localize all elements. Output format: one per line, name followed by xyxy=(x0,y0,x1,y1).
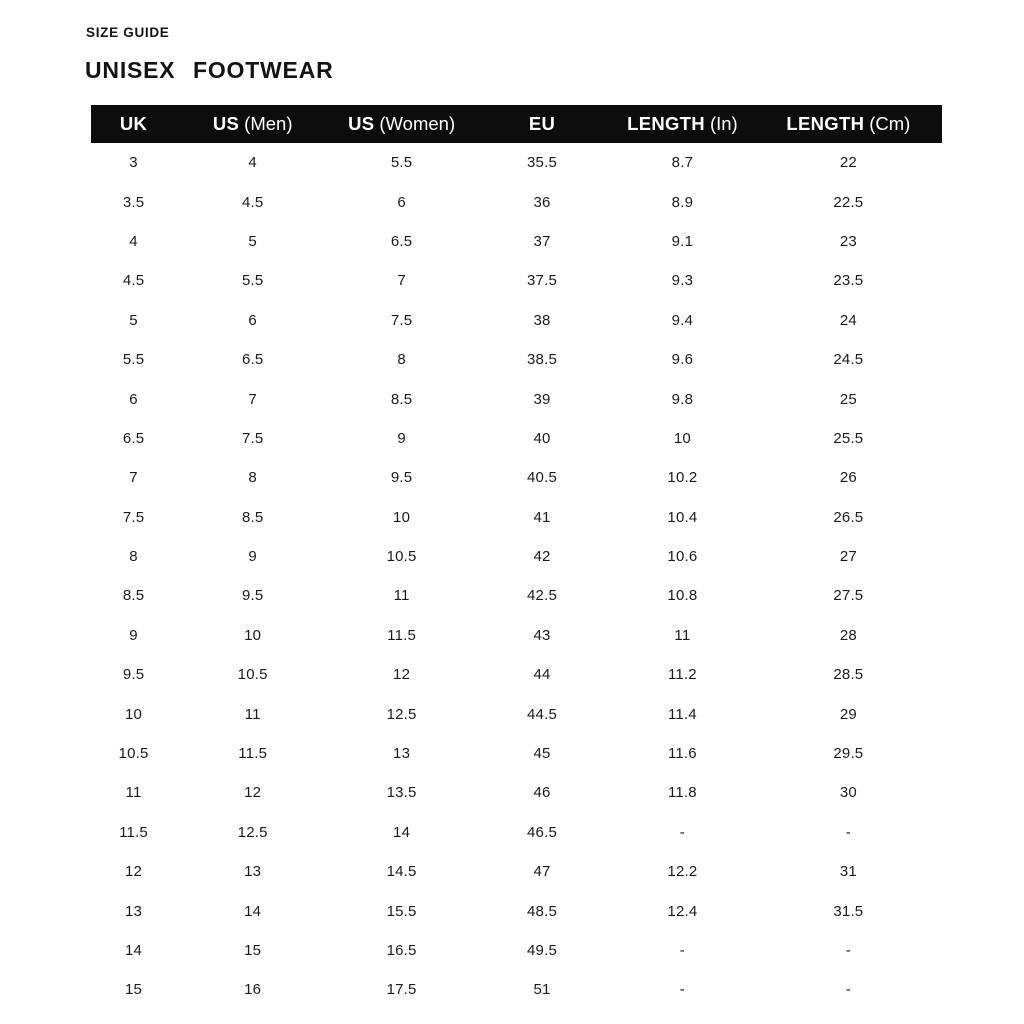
table-cell: 37.5 xyxy=(527,272,557,290)
table-cell: 11 xyxy=(244,705,261,723)
table-cell: 44.5 xyxy=(527,705,557,723)
table-cell: 11.5 xyxy=(119,823,148,841)
table-cell: 10 xyxy=(125,705,143,723)
table-cell: 37 xyxy=(533,232,551,250)
table-row xyxy=(91,773,942,812)
table-row xyxy=(91,498,942,537)
table-cell: 10.8 xyxy=(667,587,698,605)
table-cell: 25 xyxy=(839,390,857,408)
table-cell: 6.5 xyxy=(241,351,264,369)
column-header-label: US xyxy=(212,113,240,134)
table-cell: 40 xyxy=(533,429,551,447)
table-cell: 7 xyxy=(129,469,138,487)
table-cell: 31.5 xyxy=(833,902,864,920)
column-header-eu xyxy=(474,105,610,143)
table-cell: - xyxy=(679,981,685,999)
table-cell: 29.5 xyxy=(833,745,864,763)
table-cell: 5.5 xyxy=(390,154,413,172)
table-cell: 3.5 xyxy=(122,193,145,211)
column-header-label: UK xyxy=(119,113,148,134)
table-cell: 27 xyxy=(839,548,857,566)
table-cell: 11 xyxy=(393,587,410,605)
table-cell: 11 xyxy=(125,784,142,802)
table-cell: 9 xyxy=(129,626,138,644)
table-cell: 12.5 xyxy=(237,823,268,841)
table-cell: 10.4 xyxy=(667,508,698,526)
table-cell: 7.5 xyxy=(390,311,413,329)
table-cell: 6.5 xyxy=(390,232,413,250)
table-cell: 4.5 xyxy=(122,272,145,290)
table-cell: 31 xyxy=(839,863,857,881)
table-cell: 8 xyxy=(397,351,406,369)
table-cell: 11.5 xyxy=(238,745,268,763)
table-cell: 16.5 xyxy=(386,942,417,959)
table-cell: - xyxy=(845,823,851,841)
table-cell: 13 xyxy=(125,902,143,920)
table-row xyxy=(91,655,942,694)
table-cell: 35.5 xyxy=(527,154,557,172)
table-cell: 42.5 xyxy=(527,587,557,605)
column-header-us-women xyxy=(329,105,474,143)
table-cell: 26 xyxy=(839,469,857,487)
table-cell: 11.4 xyxy=(667,705,697,723)
table-cell: 10 xyxy=(673,429,691,447)
table-row xyxy=(91,143,942,182)
size-table-header xyxy=(91,105,942,143)
table-cell: 10.5 xyxy=(386,548,417,566)
table-cell: 5 xyxy=(248,232,257,250)
table-cell: 12 xyxy=(244,784,262,802)
column-header-uk xyxy=(91,105,176,143)
table-cell: 9.5 xyxy=(241,587,264,605)
table-row xyxy=(91,261,942,300)
table-cell: 14 xyxy=(393,823,411,841)
table-cell: 7 xyxy=(248,390,257,408)
table-cell: 4 xyxy=(248,154,257,172)
table-cell: 23 xyxy=(839,232,857,250)
table-cell: 12 xyxy=(393,666,411,684)
table-cell: 11.2 xyxy=(667,666,697,684)
table-cell: 11.8 xyxy=(667,784,697,802)
table-cell: 13 xyxy=(393,745,411,763)
table-cell: 10.5 xyxy=(237,666,268,684)
table-cell: 39 xyxy=(533,390,551,408)
table-cell: 5.5 xyxy=(122,351,145,369)
table-cell: 9.1 xyxy=(671,232,694,250)
size-table-body xyxy=(91,143,942,1010)
table-cell: 17.5 xyxy=(386,981,417,999)
table-cell: 8.7 xyxy=(671,154,694,172)
size-table xyxy=(91,105,942,1010)
table-cell: 16 xyxy=(244,981,262,999)
table-row xyxy=(91,852,942,891)
table-cell: 9 xyxy=(248,548,257,566)
table-cell: - xyxy=(679,942,685,959)
column-header-unit: (In) xyxy=(709,113,738,134)
table-cell: 14 xyxy=(244,902,262,920)
table-row xyxy=(91,222,942,261)
column-header-length-cm xyxy=(755,105,942,143)
table-cell: - xyxy=(845,942,851,959)
table-row xyxy=(91,813,942,852)
page-title: UNISEX FOOTWEAR xyxy=(85,57,334,83)
table-cell: 9.6 xyxy=(671,351,694,369)
table-row xyxy=(91,301,942,340)
table-cell: 9.3 xyxy=(671,272,694,290)
table-cell: 8 xyxy=(129,548,138,566)
table-cell: 10.5 xyxy=(118,745,149,763)
table-cell: 41 xyxy=(533,508,551,526)
table-cell: 4 xyxy=(129,232,138,250)
table-cell: - xyxy=(845,981,851,999)
table-cell: 10 xyxy=(244,626,262,644)
table-cell: 7.5 xyxy=(122,508,145,526)
table-cell: 22 xyxy=(839,154,857,172)
table-cell: 9.5 xyxy=(122,666,145,684)
table-row xyxy=(91,734,942,773)
table-row xyxy=(91,891,942,930)
table-cell: 49.5 xyxy=(527,942,557,959)
size-guide-eyebrow: SIZE GUIDE xyxy=(86,25,170,40)
table-row xyxy=(91,537,942,576)
table-cell: 24 xyxy=(839,311,857,329)
column-header-label: US xyxy=(348,113,375,134)
table-row xyxy=(91,379,942,418)
table-row xyxy=(91,970,942,1009)
column-header-label: LENGTH xyxy=(627,113,705,134)
table-cell: 11.6 xyxy=(667,745,697,763)
table-cell: 45 xyxy=(533,745,551,763)
table-cell: 3 xyxy=(129,154,138,172)
table-cell: 13.5 xyxy=(386,784,417,802)
table-cell: 28.5 xyxy=(833,666,864,684)
table-cell: 9 xyxy=(397,429,406,447)
table-cell: 44 xyxy=(533,666,551,684)
column-header-unit: (Women) xyxy=(379,113,456,134)
table-cell: 29 xyxy=(839,705,857,723)
table-cell: 25.5 xyxy=(833,429,864,447)
table-cell: 9.8 xyxy=(671,390,694,408)
table-row xyxy=(91,182,942,221)
table-cell: 24.5 xyxy=(833,351,864,369)
table-cell: 11 xyxy=(674,626,691,644)
table-row xyxy=(91,931,942,970)
table-cell: 10 xyxy=(393,508,411,526)
table-cell: 8.5 xyxy=(241,508,264,526)
table-cell: 40.5 xyxy=(527,469,557,487)
table-cell: 10.6 xyxy=(667,548,698,566)
table-cell: 8.9 xyxy=(671,193,694,211)
table-cell: 13 xyxy=(244,863,262,881)
column-header-unit: (Men) xyxy=(244,113,293,134)
header-row xyxy=(91,105,942,143)
table-cell: 6 xyxy=(248,311,257,329)
column-header-us-men xyxy=(176,105,329,143)
table-row xyxy=(91,458,942,497)
table-cell: 46.5 xyxy=(527,823,557,841)
table-cell: 15.5 xyxy=(386,902,417,920)
table-cell: 10.2 xyxy=(667,469,698,487)
table-cell: 15 xyxy=(125,981,143,999)
table-cell: 14 xyxy=(125,942,143,959)
table-cell: 11.5 xyxy=(387,626,417,644)
table-cell: 36 xyxy=(533,193,551,211)
table-cell: 8.5 xyxy=(122,587,145,605)
table-cell: 47 xyxy=(533,863,551,881)
table-cell: - xyxy=(679,823,685,841)
table-cell: 6 xyxy=(397,193,406,211)
column-header-label: LENGTH xyxy=(786,113,865,134)
table-cell: 22.5 xyxy=(833,193,864,211)
column-header-length-in xyxy=(610,105,755,143)
table-cell: 43 xyxy=(533,626,551,644)
table-cell: 8 xyxy=(248,469,257,487)
table-cell: 12.4 xyxy=(667,902,698,920)
table-cell: 30 xyxy=(839,784,857,802)
table-cell: 6.5 xyxy=(122,429,145,447)
table-row xyxy=(91,419,942,458)
table-cell: 5 xyxy=(129,311,138,329)
column-header-label: EU xyxy=(528,113,556,134)
table-row xyxy=(91,340,942,379)
table-cell: 38 xyxy=(533,311,551,329)
table-cell: 5.5 xyxy=(241,272,264,290)
table-cell: 14.5 xyxy=(386,863,417,881)
table-cell: 15 xyxy=(244,942,262,959)
table-cell: 12.5 xyxy=(386,705,417,723)
column-header-unit: (Cm) xyxy=(869,113,911,134)
table-row xyxy=(91,576,942,615)
table-cell: 7 xyxy=(397,272,406,290)
table-cell: 9.4 xyxy=(671,311,694,329)
table-cell: 42 xyxy=(533,548,551,566)
table-cell: 46 xyxy=(533,784,551,802)
table-cell: 7.5 xyxy=(241,429,264,447)
table-cell: 12.2 xyxy=(667,863,698,881)
table-cell: 38.5 xyxy=(527,351,557,369)
table-cell: 8.5 xyxy=(390,390,413,408)
table-cell: 26.5 xyxy=(833,508,864,526)
table-cell: 4.5 xyxy=(241,193,264,211)
table-cell: 12 xyxy=(125,863,143,881)
table-row xyxy=(91,694,942,733)
table-cell: 51 xyxy=(533,981,551,999)
table-cell: 28 xyxy=(839,626,857,644)
table-cell: 6 xyxy=(129,390,138,408)
table-cell: 48.5 xyxy=(527,902,557,920)
table-row xyxy=(91,616,942,655)
table-cell: 9.5 xyxy=(390,469,413,487)
table-cell: 23.5 xyxy=(833,272,864,290)
table-cell: 27.5 xyxy=(833,587,864,605)
